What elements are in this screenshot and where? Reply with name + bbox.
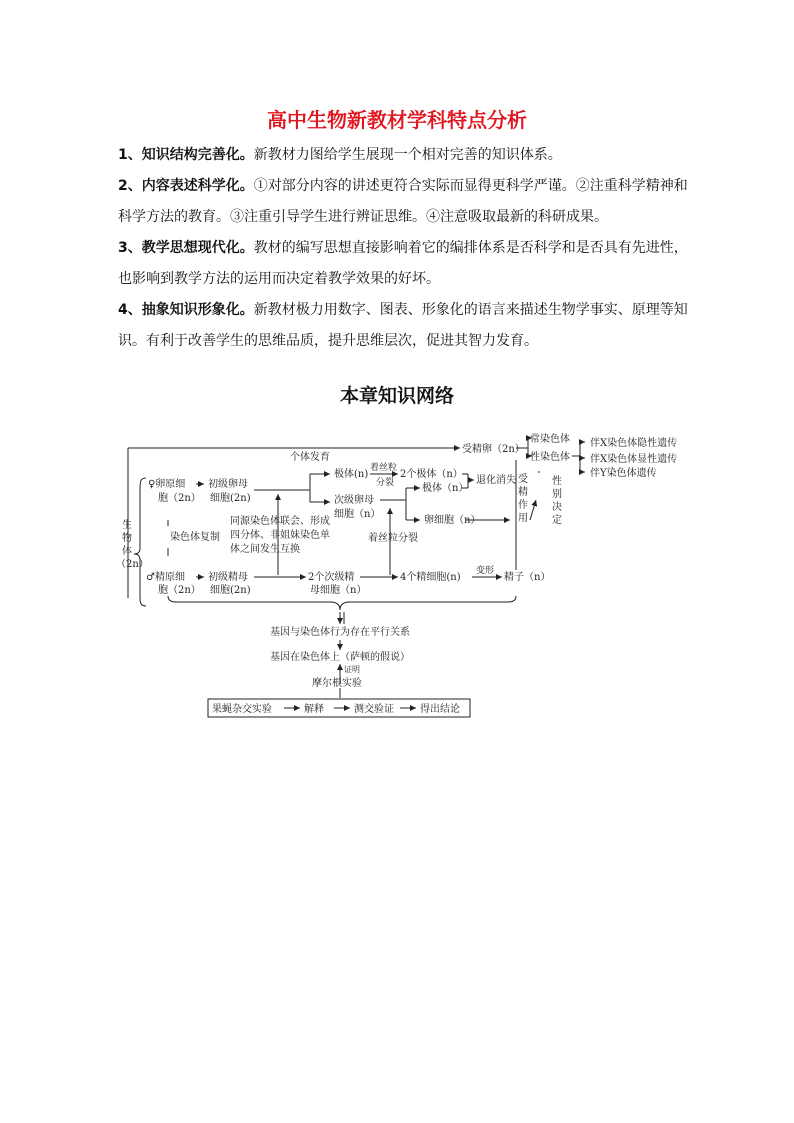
point-1-lead: 1、知识结构完善化。 xyxy=(118,147,254,163)
spermatids: 4个精细胞(n) xyxy=(400,572,461,583)
egg-cell: 卵细胞（n） xyxy=(424,515,481,526)
centromere-split-1b: 分裂 xyxy=(376,478,395,488)
x-dominant: 伴X染色体显性遗传 xyxy=(590,454,678,465)
sex-determination-3: 决 xyxy=(552,502,562,513)
two-polar-bodies: 2个极体（n） xyxy=(400,469,463,480)
fertilization-3: 作 xyxy=(518,500,528,511)
polar-body-n: 极体(n) xyxy=(334,469,369,480)
sex-determination-2: 别 xyxy=(552,489,562,500)
point-4-lead: 4、抽象知识形象化。 xyxy=(118,302,254,318)
primary-oocyte-1: 初级卵母 xyxy=(208,479,248,490)
conclusion: 得出结论 xyxy=(420,704,460,715)
meiosis-events-1: 同源染色体联会、形成 xyxy=(230,516,330,527)
fertilization-2: 精 xyxy=(518,487,528,498)
organism-brace xyxy=(134,478,146,606)
fertilization-4: 用 xyxy=(518,513,528,524)
page-title: 高中生物新教材学科特点分析 xyxy=(267,108,527,132)
centromere-split-2: 着丝粒分裂 xyxy=(368,533,418,544)
prove-label: 证明 xyxy=(344,665,360,674)
explain: 解释 xyxy=(304,704,324,715)
meiosis-events-3: 体之间发生互换 xyxy=(230,544,300,555)
oogonium-1: ♀卵原细 xyxy=(148,479,186,490)
fly-cross: 果蝇杂交实验 xyxy=(212,704,272,715)
primary-spermatocyte-1: 初级精母 xyxy=(208,572,248,583)
polar-body-n2: 极体（n） xyxy=(422,483,469,494)
organism-label-1: 生 xyxy=(122,520,132,531)
spermatogonium-2: 胞（2n） xyxy=(158,585,201,596)
development-label: 个体发育 xyxy=(290,452,330,463)
chromosome-replication: 染色体复制 xyxy=(170,532,220,543)
secondary-spermatocyte-1: 2个次级精 xyxy=(308,572,355,583)
point-3-lead: 3、教学思想现代化。 xyxy=(118,240,254,256)
point-2-body: ①对部分内容的讲述更符合实际而显得更科学严谨。②注重科学精神和科学方法的教育。③注重引导学生进行辨证思维。④注意吸取最新的科研成果。 xyxy=(118,178,688,225)
oogonium-2: 胞（2n） xyxy=(158,493,201,504)
secondary-spermatocyte-2: 母细胞（n） xyxy=(310,585,367,596)
degenerate: 退化消失 xyxy=(476,475,516,486)
x-recessive: 伴X染色体隐性遗传 xyxy=(590,438,678,449)
autosome: 常染色体 xyxy=(530,434,570,445)
sex-determination-4: 定 xyxy=(552,515,562,526)
network-title: 本章知识网络 xyxy=(339,385,454,407)
point-4-body: 新教材极力用数字、图表、形象化的语言来描述生物学事实、原理等知识。有利于改善学生的思维品质，提升思维层次，促进其智力发育。 xyxy=(118,302,688,349)
fertilization-1: 受 xyxy=(518,474,528,485)
fertilized-egg: 受精卵（2n） xyxy=(462,444,525,455)
spermatogonium-1: ♂精原细 xyxy=(146,572,185,583)
organism-label-2: 物 xyxy=(122,533,132,544)
testcross: 测交验证 xyxy=(354,704,394,715)
primary-spermatocyte-2: 细胞(2n) xyxy=(210,585,251,596)
morgan-experiment: 摩尔根实验 xyxy=(312,678,362,689)
primary-oocyte-2: 细胞(2n) xyxy=(210,493,251,504)
point-2-lead: 2、内容表述科学化。 xyxy=(118,178,254,194)
organism-label-3: 体 xyxy=(122,546,132,557)
secondary-oocyte-2: 细胞（n） xyxy=(334,509,381,520)
transform-label: 变形 xyxy=(476,566,495,576)
y-linked: 伴Y染色体遗传 xyxy=(590,468,657,479)
sex-chromosome: 性染色体 xyxy=(530,452,570,463)
point-1-body: 新教材力图给学生展现一个相对完善的知识体系。 xyxy=(253,147,562,163)
centromere-split-1: 着丝粒 xyxy=(370,463,398,473)
parallel-relation: 基因与染色体行为存在平行关系 xyxy=(270,627,410,638)
bottom-brace xyxy=(168,596,516,610)
sperm: 精子（n） xyxy=(504,572,551,583)
point-3-body: 教材的编写思想直接影响着它的编排体系是否科学和是否具有先进性，也影响到教学方法的运用而决定着教学效果的好坏。 xyxy=(118,240,688,287)
meiosis-events-2: 四分体、非姐妹染色单 xyxy=(230,530,330,541)
sex-determination-1: 性 xyxy=(552,476,562,487)
sutton-hypothesis: 基因在染色体上（萨顿的假说） xyxy=(270,652,410,663)
secondary-oocyte-1: 次级卵母 xyxy=(334,495,374,506)
organism-label-4: （2n） xyxy=(116,559,149,570)
